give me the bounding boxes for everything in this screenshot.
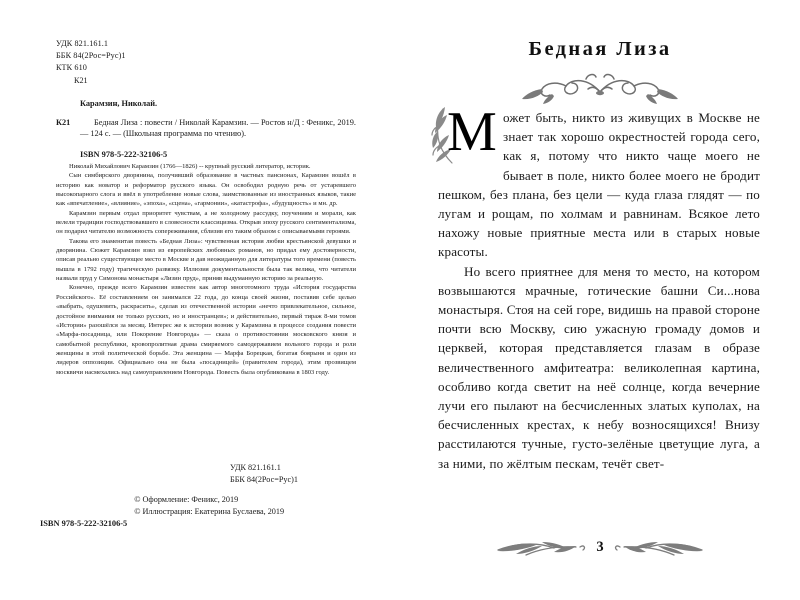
ktk-line: КТК 610 — [56, 63, 87, 73]
citation-text: Бедная Лиза : повести / Николай Карамзин. — Ростов н/Д : Феникс, 2019. — 124 с. — (Школьная программа по чтению). — [80, 117, 356, 139]
story-paragraph-text: ожет быть, никто из живущих в Москве не знает так хорошо окрестностей города сего, как я, потому что никто чаще моего не бывает в поле, никто более моего не бродит пешком, без плана, без цели — куда глаза глядят — по лугам и рощам, по холмам и равнинам. Всякое лето нахожу новые приятные места или в старых новые красоты. — [438, 110, 760, 260]
story-title: Бедная Лиза — [528, 38, 672, 60]
author-heading: Карамзин, Николай. — [80, 98, 158, 108]
right-page-story — [400, 0, 800, 600]
wheat-flourish-left-icon — [496, 536, 588, 558]
citation-row — [56, 117, 356, 140]
isbn-top: ISBN 978-5-222-32106-5 — [80, 150, 168, 159]
biography-paragraph: Такова его знаменитая повесть «Бедная Лиза»: чувственная история любви крестьянской девушки и дворянина. Сюжет Карамзин взял из европейских любовных романов, но придал ему достоверности, описав реально существующее место в Москве и дав неожиданную для литературы того времени (повесть вышла в 1792 году) трагическую развязку. Иллюзия документальности была так велика, что читатели назвали пруд у Симонова монастыря «Лизин пруд», приняв выдуманную историю за реальную. — [56, 237, 356, 283]
story-body — [438, 101, 760, 473]
copyright-illustration: © Иллюстрация: Екатерина Буслаева, 2019 — [134, 507, 285, 516]
wheat-flourish-right-icon — [612, 536, 704, 558]
page-footer — [400, 536, 800, 558]
page-number: 3 — [596, 538, 604, 555]
udk-line: УДК 821.161.1 — [56, 39, 109, 48]
citation-code: К21 — [56, 117, 71, 127]
bbk-line: ББК 84(2Рос=Рус)1 — [56, 51, 126, 61]
biography-paragraph: Карамзин первым отдал приоритет чувствам, а не холодному рассудку, поучениям и морали, как велели традиции господствовавшего в словесности классицизма. Открыв эпоху русского сентиментализма, он подарил читателю возможность сопереживания, сблизив его таким образом с описываемыми героями. — [56, 209, 356, 236]
floral-ornament-icon — [400, 70, 800, 104]
classification-repeat — [230, 462, 298, 486]
dropcap-block — [433, 101, 501, 167]
copyright-lines — [134, 495, 285, 530]
imprint-block — [56, 38, 356, 159]
shelf-code: К21 — [74, 75, 88, 85]
biography-paragraph: Конечно, прежде всего Карамзин известен как автор многотомного труда «История государства Российского». Её составлением он занимался 22 года, до конца своей жизни, поставив себе целью «выбрать, одушевить, раскрасить», сделав из отечественной истории «нечто привлекательное, сильное, достойное внимания не только русских, но и иностранцев»; и действительно, первый тираж 8-ми томов «Истории» разошёлся за месяц. Интерес же к истории возник у Карамзина в процессе создания повести «Марфа-посадница, или Покорение Новгорода» — сказа о противостоянии московского князя и самобытной республики, кровопролитная драма смиряемого самодержавием вольного города и роли женщины в этой политической борьбе. Эта женщина — Марфа Борецкая, богатая боярыня и один из лидеров оппозиции. Официально она не была «посадницей» (правителем города), этим прозвищем москвичи насмехались над самоуправлением Новгорода. Повесть была опубликована в 1803 году. — [56, 284, 356, 376]
udk-repeat: УДК 821.161.1 — [230, 463, 281, 472]
copyright-design: © Оформление: Феникс, 2019 — [134, 495, 239, 504]
biography-paragraph: Николай Михайлович Карамзин (1766—1826) -- крупный русский литератор, историк. — [69, 163, 311, 170]
biography-paragraph: Сын симбирского дворянина, получивший образование в частных пансионах, Карамзин вошёл в историю как новатор и реформатор русского языка. Он освободил родную речь от устаревшего высокопарного слога и ввёл в употребление новые слова, заимствованные из иностранных языков, такие как «впечатление», «влияние», «эпоха», «сцена», «гармонии», «катастрофа», «будущность» и мн. др. — [56, 172, 356, 208]
bbk-repeat: ББК 84(2Рос=Рус)1 — [230, 475, 298, 485]
isbn-footer: ISBN 978-5-222-32106-5 — [40, 519, 128, 528]
story-paragraph: Но всего приятнее для меня то место, на котором возвышаются мрачные, готические башни Си...нова монастыря. Стоя на сей горе, видишь на правой стороне почти всю Москву, сию ужасную громаду домов и церквей, которая представляется глазам в образе величественного амфитеатра: великолепная картина, особливо когда светит на неё солнце, когда вечерние лучи его пылают на бесчисленных златых куполах, на бесчисленных крестах, к небу возносящихся! Внизу расстилаются тучные, густо-зелёные цветущие луга, а за ними, по жёлтым пескам, течёт свет- — [438, 263, 760, 471]
story-paragraph-first — [438, 101, 760, 262]
copyright-block — [40, 495, 360, 530]
dropcap-letter: М — [447, 101, 497, 163]
biography-block — [56, 162, 356, 377]
